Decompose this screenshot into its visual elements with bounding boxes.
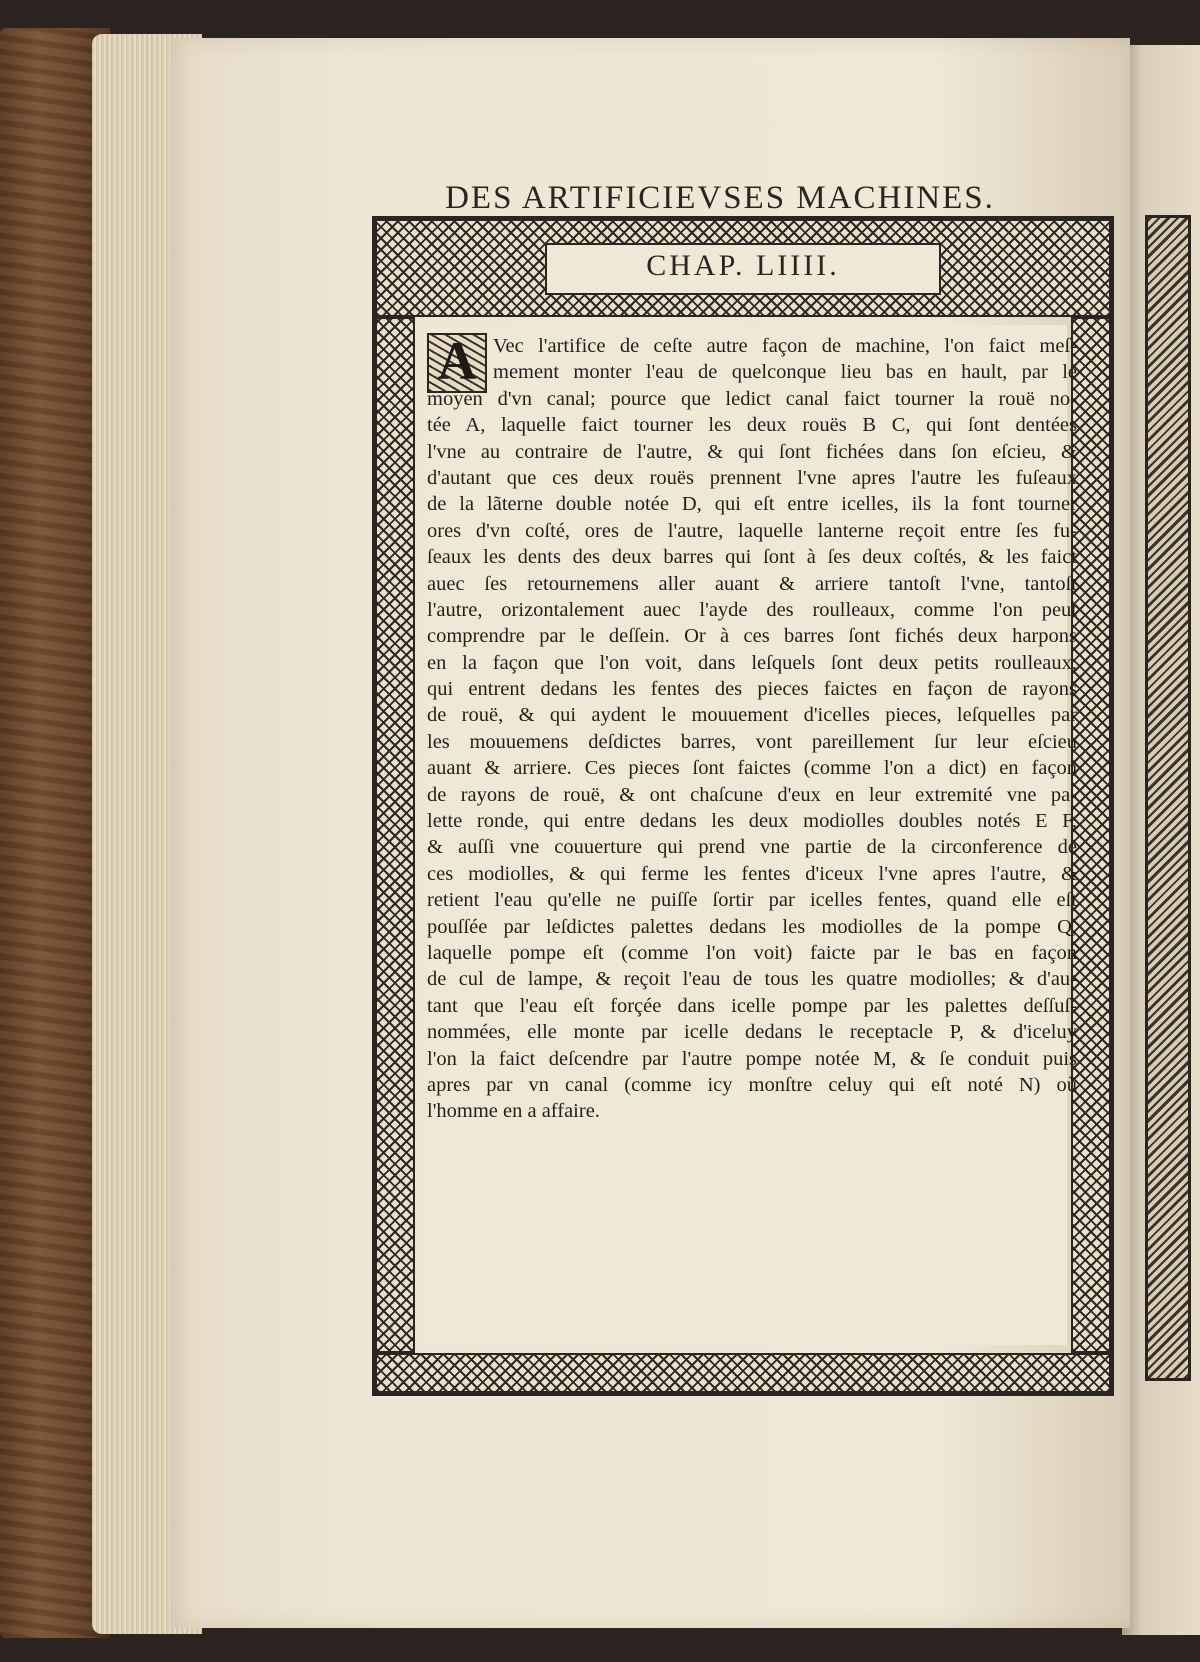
text-line: retient l'eau qu'elle ne puiſſe ſortir par icelles fentes, quand elle eſt — [427, 889, 1077, 912]
chapter-title: CHAP. LIIII. — [646, 249, 840, 282]
text-line: moyen d'vn canal; pource que ledict canal faict tourner la rouë no- — [427, 387, 1077, 410]
text-line: de rayons de rouë, & ont chaſcune d'eux en leur extremité vne pa- — [427, 783, 1077, 806]
text-line: l'on la faict deſcendre par l'autre pompe notée M, & ſe conduit puis — [427, 1047, 1077, 1070]
text-line: en la façon que l'on voit, dans leſquels ſont deux petits roulleaux, — [427, 651, 1077, 674]
text-line: l'vne au contraire de l'autre, & qui ſont fichées dans ſon eſcieu, & — [427, 440, 1077, 463]
text-line: de rouë, & qui aydent le mouuement d'icelles pieces, leſquelles par — [427, 704, 1077, 727]
text-line: ores d'vn coſté, ores de l'autre, laquelle lanterne reçoit entre ſes fu- — [427, 519, 1077, 542]
text-line: d'autant que ces deux rouës prennent l'vne apres l'autre les fuſeaux — [427, 466, 1077, 489]
text-line: nommées, elle monte par icelle dedans le receptacle P, & d'iceluy — [427, 1021, 1077, 1044]
running-head: DES ARTIFICIEVSES MACHINES. — [445, 180, 995, 216]
text-line: tant que l'eau eſt forçée dans icelle pompe par les palettes deſſuſ- — [427, 994, 1077, 1017]
facing-page-border — [1145, 215, 1191, 1381]
text-line: lette ronde, qui entre dedans les deux modiolles doubles notés E F, — [427, 810, 1077, 833]
text-line: auant & arriere. Ces pieces ſont faictes (comme l'on a dict) en façon — [427, 757, 1077, 780]
text-line: ces modiolles, & qui ferme les fentes d'iceux l'vne apres l'autre, & — [427, 862, 1077, 885]
text-line: apres par vn canal (comme icy monſtre celuy qui eſt noté N) où — [427, 1073, 1077, 1096]
text-line: auec ſes retournemens aller auant & arriere tantoſt l'vne, tantoſt — [427, 572, 1077, 595]
text-line: pouſſée par leſdictes palettes dedans les modiolles de la pompe Q, — [427, 915, 1077, 938]
ornamental-border-left — [375, 317, 415, 1353]
text-line: mement monter l'eau de quelconque lieu bas en hault, par le — [493, 361, 1077, 384]
text-line: de la lãterne double notée D, qui eſt entre icelles, ils la font tourner — [427, 493, 1077, 516]
ornamental-border-bottom — [375, 1353, 1111, 1393]
text-line: Vec l'artifice de ceſte autre façon de machine, l'on faict meſ- — [493, 335, 1077, 357]
decorated-initial: A — [437, 331, 477, 391]
body-text — [427, 333, 1077, 1125]
ornamental-frame — [372, 216, 1114, 1396]
text-line: l'homme en a affaire. — [427, 1100, 600, 1123]
text-line: comprendre par le deſſein. Or à ces barres ſont fichés deux harpons — [427, 625, 1077, 648]
text-line: tée A, laquelle faict tourner les deux rouës B C, qui ſont dentées — [427, 414, 1077, 437]
text-line: laquelle pompe eſt (comme l'on voit) faicte par le bas en façon — [427, 941, 1077, 964]
text-line: & auſſi vne couuerture qui prend vne partie de la circonference de — [427, 836, 1077, 859]
text-line: qui entrent dedans les fentes des pieces faictes en façon de rayons — [427, 678, 1077, 701]
text-line: de cul de lampe, & reçoit l'eau de tous les quatre modiolles; & d'au- — [427, 968, 1077, 991]
text-line: ſeaux les dents des deux barres qui ſont à ſes deux coſtés, & les faict — [427, 546, 1077, 569]
text-line: l'autre, orizontalement auec l'ayde des roulleaux, comme l'on peut — [427, 598, 1077, 621]
text-line: les mouuemens deſdictes barres, vont pareillement ſur leur eſcieu — [427, 730, 1077, 753]
ornamental-border-right — [1071, 317, 1111, 1353]
